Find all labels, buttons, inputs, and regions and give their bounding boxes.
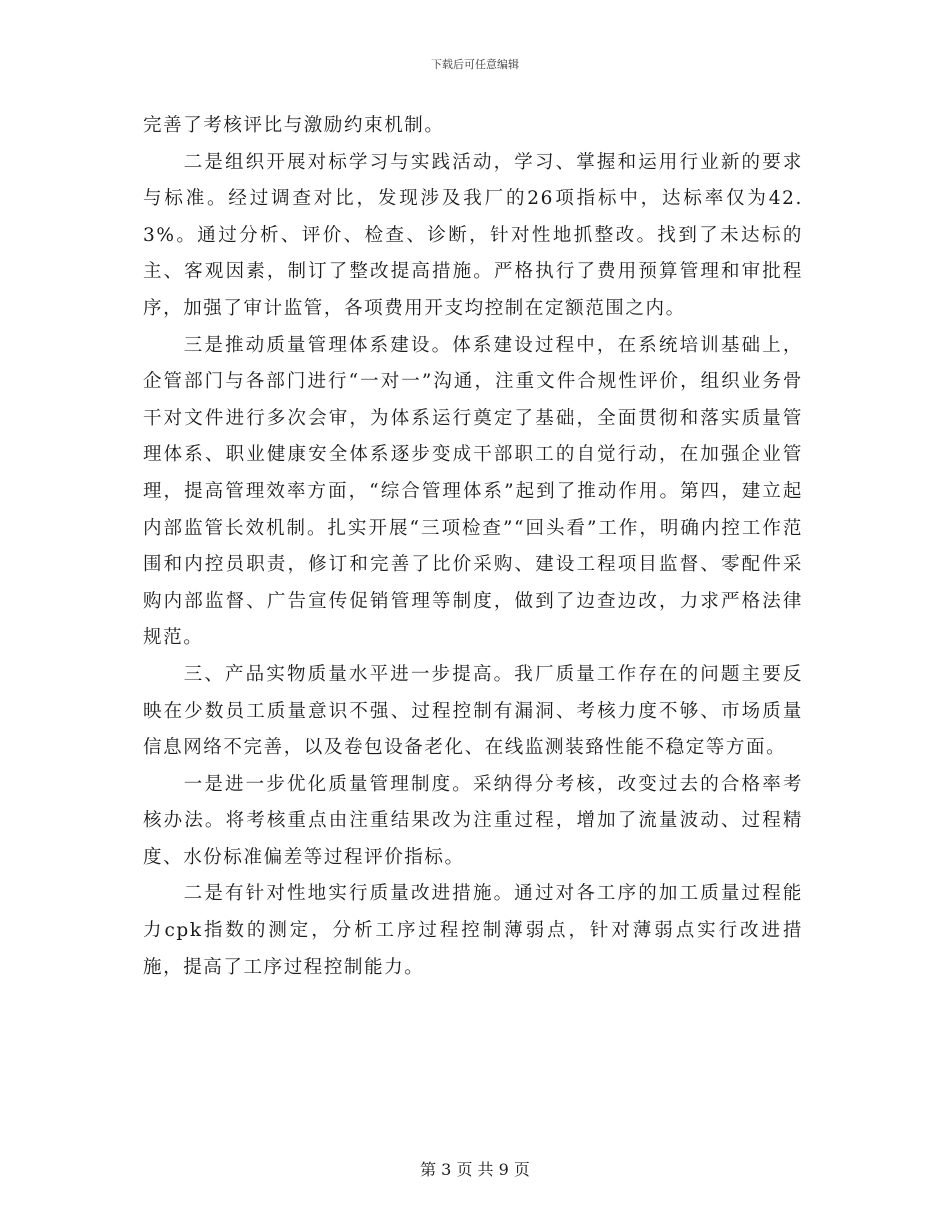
paragraph-1: 完善了考核评比与激励约束机制。 <box>143 115 445 136</box>
paragraph-3: 三是推动质量管理体系建设。体系建设过程中，在系统培训基础上，企管部门与各部门进行“一对一”沟通，注重文件合规性评价，组织业务骨干对文件进行多次会审，为体系运行奠定了基础，全面贯彻和落实质量管理体系、职业健康安全体系逐步变成干部职工的自觉行动，在加强企业管理，提高管理效率方面，“综合管理体系”起到了推动作用。第四，建立起内部监管长效机制。扎实开展“三项检查”“回头看”工作，明确内控工作范围和内控员职责，修订和完善了比价采购、建设工程项目监督、零配件采购内部监督、广告宣传促销管理等制度，做到了边查边改，力求严格法律规范。 <box>143 334 803 649</box>
paragraph-5: 一是进一步优化质量管理制度。采纳得分考核，改变过去的合格率考核办法。将考核重点由注重结果改为注重过程，增加了流量波动、过程精度、水份标准偏差等过程评价指标。 <box>143 773 803 868</box>
page-number-footer: 第 3 页 共 9 页 <box>420 1160 530 1179</box>
document-body <box>143 108 803 986</box>
paragraph-2: 二是组织开展对标学习与实践活动，学习、掌握和运用行业新的要求与标准。经过调查对比，发现涉及我厂的26项指标中，达标率仅为42.3%。通过分析、评价、检查、诊断，针对性地抓整改。找到了未达标的主、客观因素，制订了整改提高措施。严格执行了费用预算管理和审批程序，加强了审计监管，各项费用开支均控制在定额范围之内。 <box>143 151 803 319</box>
page-header: 下载后可任意编辑 <box>431 58 519 71</box>
paragraph-4: 三、产品实物质量水平进一步提高。我厂质量工作存在的问题主要反映在少数员工质量意识不强、过程控制有漏洞、考核力度不够、市场质量信息网络不完善，以及卷包设备老化、在线监测装臵性能不稳定等方面。 <box>143 663 803 759</box>
paragraph-6: 二是有针对性地实行质量改进措施。通过对各工序的加工质量过程能力cpk指数的测定，分析工序过程控制薄弱点，针对薄弱点实行改进措施，提高了工序过程控制能力。 <box>143 883 803 978</box>
